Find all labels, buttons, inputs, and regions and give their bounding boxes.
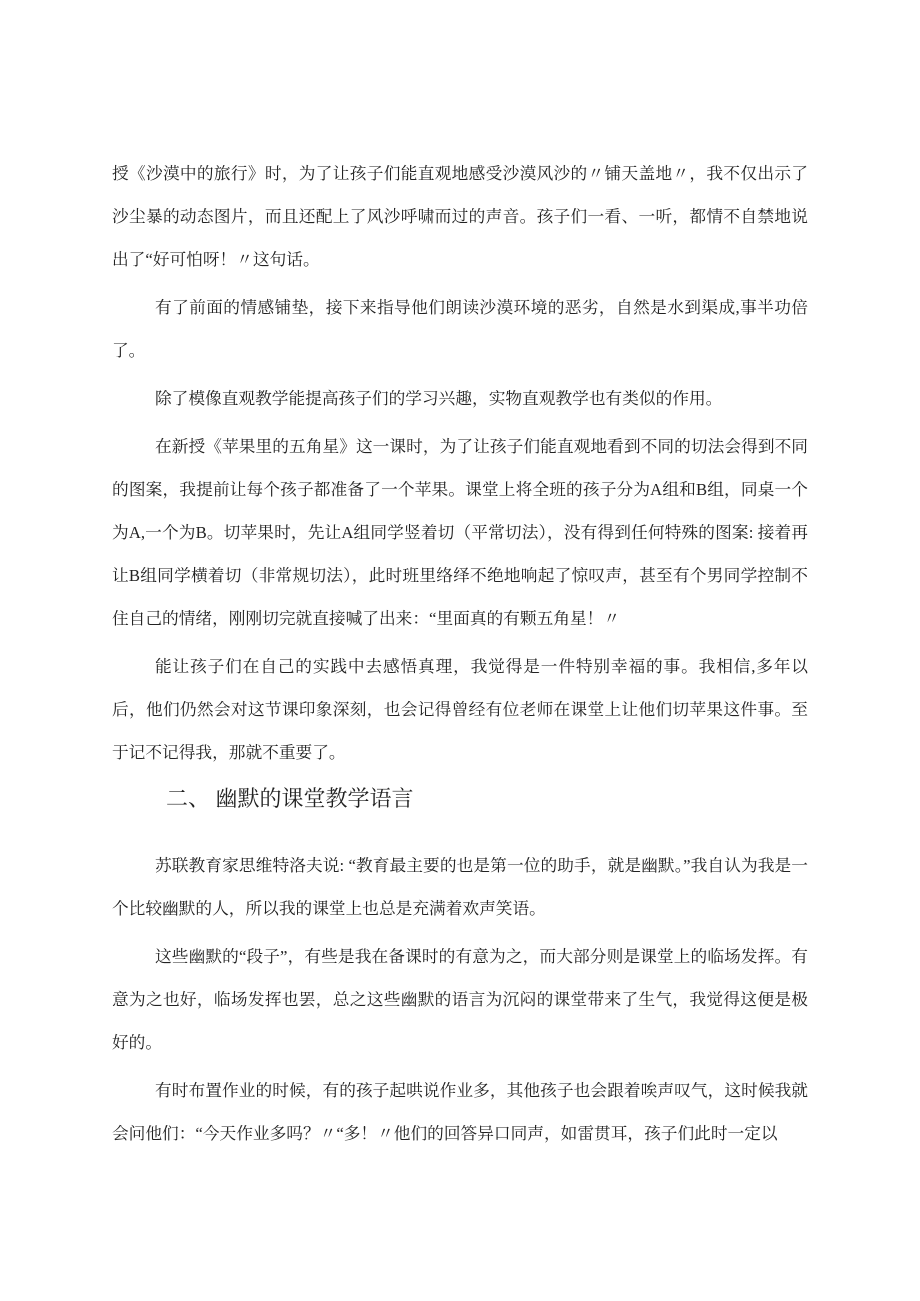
paragraph-sveltov-quote: 苏联教育家思维特洛夫说: “教育最主要的也是第一位的助手，就是幽默。”我自认为我是一个比较幽默的人，所以我的课堂上也总是充满着欢声笑语。: [112, 856, 808, 918]
paragraph-emotional-groundwork: 有了前面的情感铺垫，接下来指导他们朗读沙漠环境的恶劣，自然是水到渠成,事半功倍了。: [112, 298, 808, 360]
paragraph-humor-segments: 这些幽默的“段子”，有些是我在备课时的有意为之，而大部分则是课堂上的临场发挥。有意为之也好，临场发挥也罢，总之这些幽默的语言为沉闷的课堂带来了生气，我觉得这便是极好的。: [112, 947, 808, 1052]
paragraph-desert-lesson-continuation: 授《沙漠中的旅行》时，为了让孩子们能直观地感受沙漠风沙的〃铺天盖地〃，我不仅出示了沙尘暴的动态图片，而且还配上了风沙呼啸而过的声音。孩子们一看、一听，都情不自禁地说出了“好可怕呀！〃这句话。: [112, 164, 808, 269]
paragraph-homework-joke: 有时布置作业的时候，有的孩子起哄说作业多，其他孩子也会跟着唉声叹气，这时候我就会问他们：“今天作业多吗？〃“多！〃他们的回答异口同声，如雷贯耳，孩子们此时一定以: [112, 1081, 808, 1143]
paragraph-object-teaching-intro: 除了模像直观教学能提高孩子们的学习兴趣，实物直观教学也有类似的作用。: [155, 389, 723, 408]
section-heading-humorous-language: 二、 幽默的课堂教学语言: [166, 786, 414, 811]
paragraph-practice-insight: 能让孩子们在自己的实践中去感悟真理，我觉得是一件特别幸福的事。我相信,多年以后，他们仍然会对这节课印象深刻，也会记得曾经有位老师在课堂上让他们切苹果这件事。至于记不记得我，那就不重要了。: [112, 657, 808, 762]
paragraph-apple-star-lesson: 在新授《苹果里的五角星》这一课时，为了让孩子们能直观地看到不同的切法会得到不同的图案，我提前让每个孩子都准备了一个苹果。课堂上将全班的孩子分为A组和B组，同桌一个为A,一个为B。切苹果时，先让A组同学竖着切（平常切法），没有得到任何特殊的图案: 接着再让B组同学横着切（非常规切法），此时班里络绎不绝地响起了惊叹声，甚至有个男同学控制不住自己的情绪，刚刚切完就直接喊了出来：“里面真的有颗五角星！〃: [112, 437, 808, 628]
